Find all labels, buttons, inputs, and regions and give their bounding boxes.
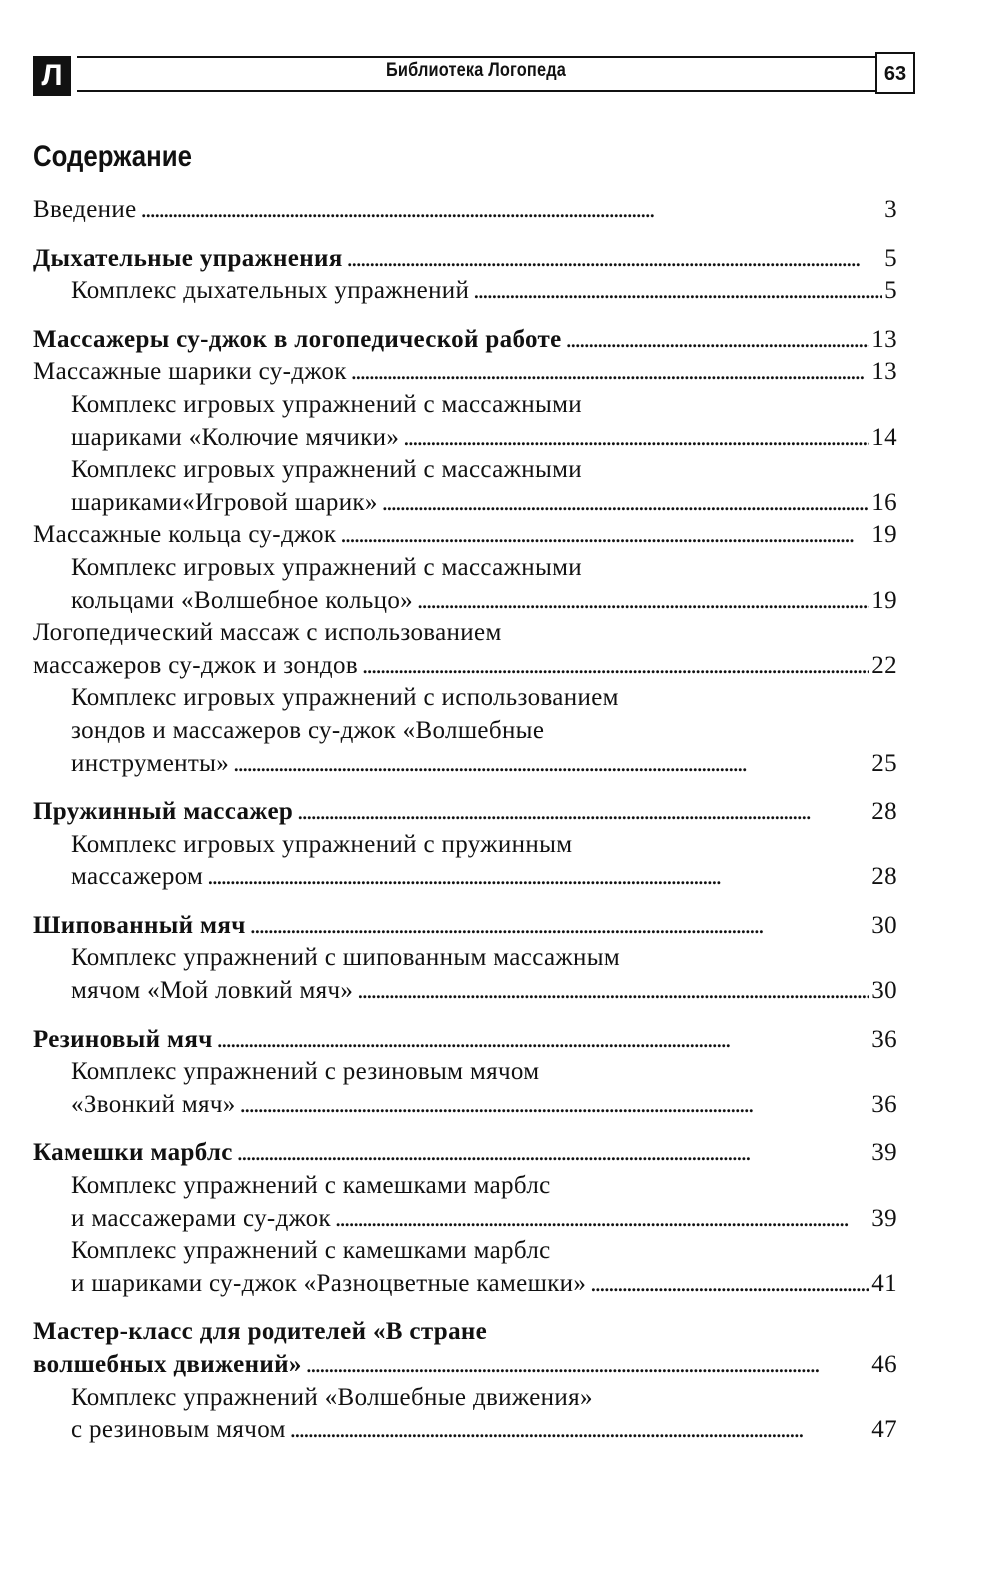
toc-entry-title: Комплекс игровых упражнений с пружинным xyxy=(71,830,573,858)
toc-entry-page: 36 xyxy=(871,1025,897,1053)
leader-dots xyxy=(233,748,869,781)
header-rule-top xyxy=(77,56,875,58)
toc-entry-line xyxy=(33,715,897,748)
toc-entry xyxy=(33,585,897,618)
header-rule-bottom xyxy=(77,90,875,92)
toc-entry-title: «Звонкий мяч» xyxy=(71,1090,236,1118)
toc-section-title: Резиновый мяч xyxy=(33,1025,213,1053)
toc-entry-page: 30 xyxy=(871,977,897,1005)
toc-entry xyxy=(33,275,897,308)
toc-entry-page: 39 xyxy=(871,1204,897,1232)
leader-dots xyxy=(473,275,882,308)
leader-dots xyxy=(351,356,870,389)
toc-entry-title: мячом «Мой ловкий мяч» xyxy=(71,977,354,1005)
toc-section-title: Камешки марблс xyxy=(33,1139,233,1167)
toc-entry-line xyxy=(33,1056,897,1089)
toc-entry xyxy=(33,1203,897,1236)
toc-entry-page: 22 xyxy=(871,651,897,679)
toc-entry-page: 13 xyxy=(871,325,897,353)
toc-section-title: Массажеры су-джок в логопедической работе xyxy=(33,325,562,353)
leader-dots xyxy=(357,975,869,1008)
leader-dots xyxy=(347,243,883,276)
toc-entry-title: Массажные кольца су-джок xyxy=(33,521,337,549)
toc-entry-page: 36 xyxy=(871,1090,897,1118)
toc-entry xyxy=(33,650,897,683)
toc-entry-line xyxy=(33,682,897,715)
toc-entry-line xyxy=(33,454,897,487)
toc-entry xyxy=(33,861,897,894)
leader-dots xyxy=(382,487,870,520)
toc-entry-title: массажером xyxy=(71,863,204,891)
toc-section-title: Мастер-класс для родителей «В стране xyxy=(33,1318,488,1346)
leader-dots xyxy=(417,585,869,618)
leader-dots xyxy=(237,1137,870,1170)
toc-entry-page: 16 xyxy=(871,488,897,516)
leader-dots xyxy=(403,422,869,455)
toc-section-title: Шипованный мяч xyxy=(33,911,246,939)
toc-entry-title: Комплекс упражнений с камешками марблс xyxy=(71,1237,551,1265)
running-header xyxy=(33,52,915,98)
toc-entry-line xyxy=(33,552,897,585)
toc-entry xyxy=(33,487,897,520)
toc-entry-page: 13 xyxy=(871,358,897,386)
toc-entry xyxy=(33,748,897,781)
toc-entry-page: 28 xyxy=(871,798,897,826)
leader-dots xyxy=(362,650,869,683)
toc-entry-page: 46 xyxy=(871,1351,897,1378)
leader-dots xyxy=(590,1268,869,1301)
leader-dots xyxy=(335,1203,869,1236)
toc-entry-title: шариками «Колючие мячики» xyxy=(71,423,400,451)
leader-dots xyxy=(207,861,869,894)
toc-entry-title: Комплекс игровых упражнений с массажными xyxy=(71,456,583,484)
leader-dots xyxy=(240,1089,870,1122)
toc-entry-title: кольцами «Волшебное кольцо» xyxy=(71,586,414,614)
toc-entry-line xyxy=(33,389,897,422)
leader-dots xyxy=(566,324,870,357)
toc-section xyxy=(33,1349,897,1382)
toc-entry-page: 5 xyxy=(884,277,897,305)
toc-entry-line xyxy=(33,829,897,862)
toc-entry-page: 39 xyxy=(871,1139,897,1167)
toc-section xyxy=(33,324,897,357)
toc-entry xyxy=(33,1268,897,1301)
toc-entry-title: и шариками су-джок «Разноцветные камешки» xyxy=(71,1269,587,1297)
leader-dots xyxy=(306,1349,870,1382)
leader-dots xyxy=(290,1414,870,1447)
toc-section-title: Дыхательные упражнения xyxy=(33,244,343,272)
toc-entry xyxy=(33,519,897,552)
toc-entry xyxy=(33,194,897,227)
toc-section xyxy=(33,910,897,943)
toc-entry-title: Комплекс упражнений с резиновым мячом xyxy=(71,1058,540,1086)
toc-entry-title: с резиновым мячом xyxy=(71,1416,286,1444)
toc-section-title: Пружинный массажер xyxy=(33,798,294,826)
toc-entry-title: массажеров су-джок и зондов xyxy=(33,651,359,679)
leader-dots xyxy=(250,910,870,943)
toc-entry-title: и массажерами су-джок xyxy=(71,1204,332,1232)
toc-entry xyxy=(33,1414,897,1447)
toc-entry-page: 3 xyxy=(884,196,897,223)
leader-dots xyxy=(141,194,883,227)
toc-entry xyxy=(33,975,897,1008)
toc-entry xyxy=(33,1089,897,1122)
toc-entry-line xyxy=(33,1382,897,1415)
series-title: Библиотека Логопеда xyxy=(385,60,567,81)
leader-dots xyxy=(340,519,869,552)
toc-entry-title: Массажные шарики су-джок xyxy=(33,358,347,386)
toc-entry-title: Комплекс дыхательных упражнений xyxy=(71,277,470,305)
toc-section xyxy=(33,1024,897,1057)
leader-dots xyxy=(297,796,869,829)
leader-dots xyxy=(217,1024,870,1057)
toc-section xyxy=(33,796,897,829)
toc-entry-page: 28 xyxy=(871,863,897,891)
toc-section xyxy=(33,243,897,276)
toc-section-line xyxy=(33,1316,897,1349)
toc-entry-title: шариками«Игровой шарик» xyxy=(71,488,378,516)
toc-entry-line xyxy=(33,942,897,975)
toc-section-title: волшебных движений» xyxy=(33,1351,302,1378)
toc-entry-title: зондов и массажеров су-джок «Волшебные xyxy=(71,716,545,744)
toc-entry-page: 19 xyxy=(871,521,897,549)
toc-entry-title: Комплекс упражнений «Волшебные движения» xyxy=(71,1383,593,1411)
toc-entry-title: Комплекс игровых упражнений с массажными xyxy=(71,553,583,581)
toc-entry-title: Комплекс упражнений с камешками марблс xyxy=(71,1172,551,1200)
toc-entry-title: Комплекс упражнений с шипованным массажным xyxy=(71,944,621,972)
toc-entry-title: инструменты» xyxy=(71,749,230,777)
toc-entry-title: Введение xyxy=(33,196,137,223)
page-number: 63 xyxy=(875,52,915,94)
toc-entry-page: 14 xyxy=(871,423,897,451)
toc-entry-line xyxy=(33,617,897,650)
toc-entry-line xyxy=(33,1170,897,1203)
toc-entry-page: 19 xyxy=(871,586,897,614)
toc-entry xyxy=(33,422,897,455)
toc-entry-title: Комплекс игровых упражнений с массажными xyxy=(71,390,583,418)
table-of-contents xyxy=(33,194,897,1447)
toc-entry-line xyxy=(33,1235,897,1268)
toc-entry-page: 41 xyxy=(871,1269,897,1297)
series-logo: Л xyxy=(33,56,71,96)
toc-entry-title: Комплекс игровых упражнений с использованием xyxy=(71,684,619,712)
toc-entry-title: Логопедический массаж с использованием xyxy=(33,619,502,647)
toc-section xyxy=(33,1137,897,1170)
toc-heading: Содержание xyxy=(33,140,192,173)
toc-entry-page: 30 xyxy=(871,911,897,939)
toc-entry xyxy=(33,356,897,389)
toc-entry-page: 5 xyxy=(884,244,897,272)
toc-entry-page: 47 xyxy=(871,1416,897,1444)
toc-entry-page: 25 xyxy=(871,749,897,777)
